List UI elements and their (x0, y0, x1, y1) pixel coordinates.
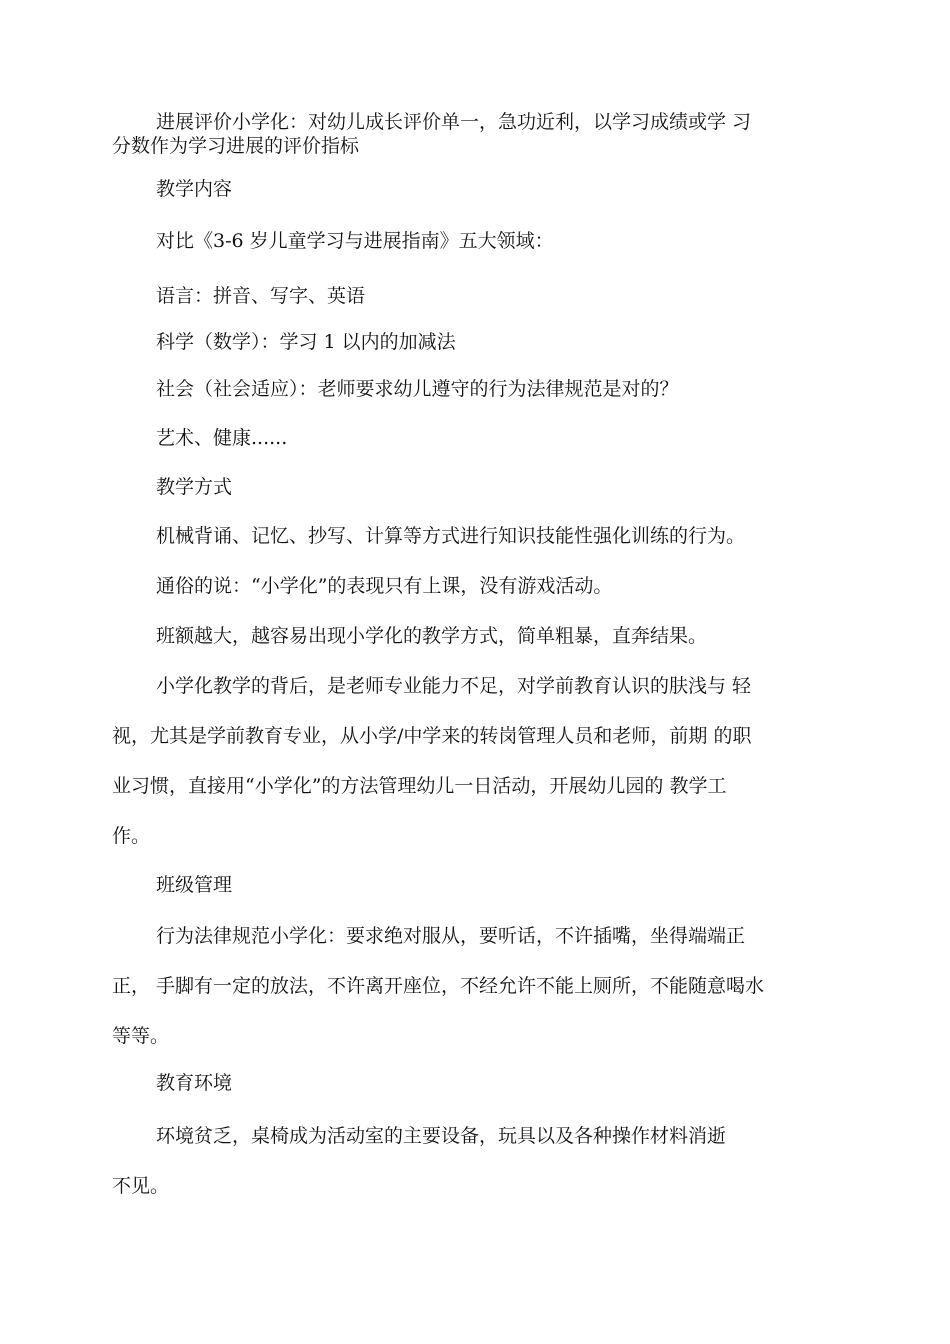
heading-teaching-method: 教学方式 (156, 476, 233, 498)
text-line: 小学化教学的背后，是老师专业能力不足，对学前教育认识的肤浅与 轻 (156, 675, 752, 697)
heading-teaching-content: 教学内容 (156, 178, 233, 200)
heading-education-environment: 教育环境 (156, 1072, 233, 1094)
paragraph-compare-guide: 对比《3-6 岁儿童学习与进展指南》五大领域： (156, 230, 554, 252)
text-line: 不见。 (112, 1175, 170, 1197)
text-line: 视，尤其是学前教育专业，从小学/中学来的转岗管理人员和老师，前期 的职 (112, 725, 752, 747)
heading-class-management: 班级管理 (156, 874, 233, 896)
paragraph-method-background (112, 661, 850, 861)
paragraph-science: 科学（数学）：学习 1 以内的加减法 (156, 331, 456, 353)
paragraph-society: 社会（社会适应）：老师要求幼儿遵守的行为法律规范是对的？ (156, 378, 679, 400)
paragraph-language: 语言：拼音、写字、英语 (156, 285, 366, 307)
paragraph-evaluation (112, 110, 850, 158)
text-line: 正， 手脚有一定的放法，不许离开座位，不经允许不能上厕所，不能随意喝水 (112, 975, 765, 997)
paragraph-environment (112, 1111, 850, 1211)
paragraph-method-plain: 通俗的说：“小学化”的表现只有上课，没有游戏活动。 (156, 575, 613, 597)
text-line: 行为法律规范小学化：要求绝对服从，要听话，不许插嘴，坐得端端正 (156, 925, 746, 947)
text-line: 作。 (112, 825, 151, 847)
paragraph-class-rules (112, 911, 850, 1061)
text-line: 环境贫乏，桌椅成为活动室的主要设备，玩具以及各种操作材料消逝 (156, 1125, 727, 1147)
paragraph-method-rote: 机械背诵、记忆、抄写、计算等方式进行知识技能性强化训练的行为。 (156, 525, 746, 547)
text-line: 业习惯，直接用“小学化”的方法管理幼儿一日活动，开展幼儿园的 教学工 (112, 775, 727, 797)
text-line: 分数作为学习进展的评价指标 (112, 135, 360, 157)
paragraph-art-health: 艺术、健康...... (156, 427, 288, 449)
text-line: 进展评价小学化：对幼儿成长评价单一，急功近利，以学习成绩或学 习 (156, 111, 752, 133)
paragraph-method-class-size: 班额越大，越容易出现小学化的教学方式，简单粗暴，直奔结果。 (156, 625, 708, 647)
text-line: 等等。 (112, 1025, 170, 1047)
